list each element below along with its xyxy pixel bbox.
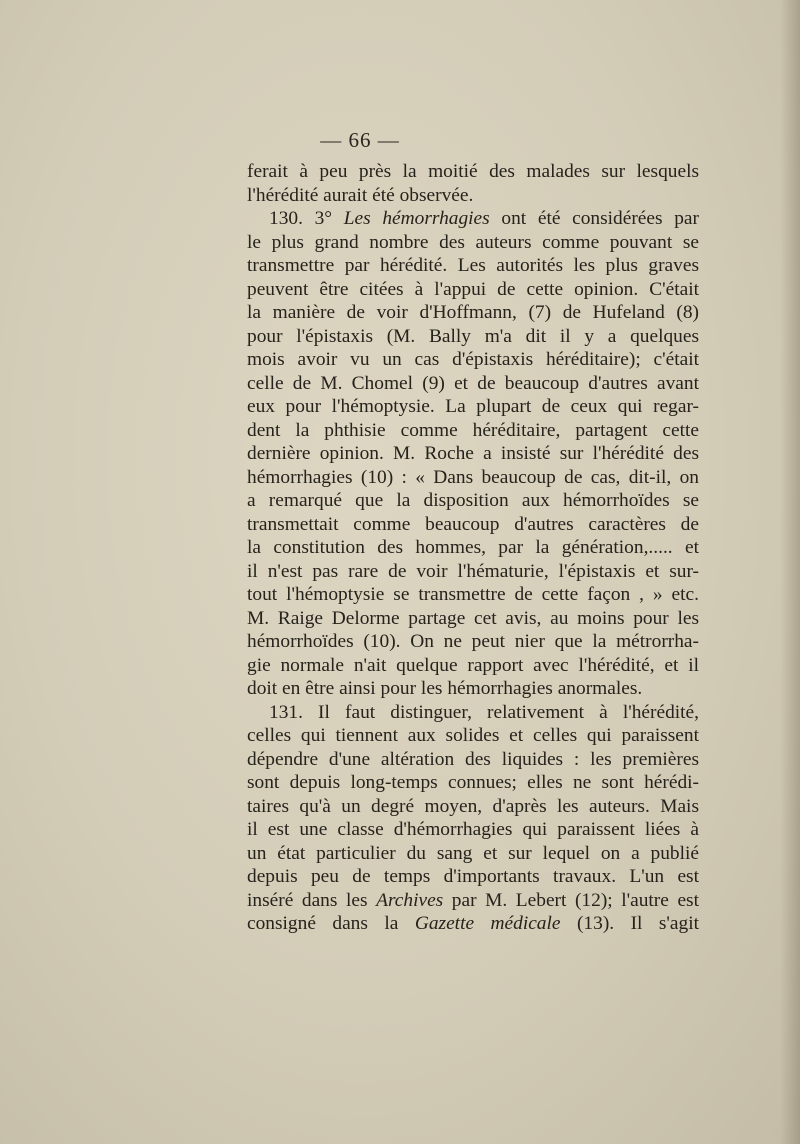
text-line bbox=[247, 889, 699, 913]
text-line: hémorrhagies (10) : « Dans beaucoup de cas, dit-il, on bbox=[247, 466, 699, 488]
text-line: tout l'hémoptysie se transmettre de cette façon , » etc. bbox=[247, 584, 699, 605]
text-segment: (13). Il s'agit bbox=[560, 913, 699, 934]
text-line: mois avoir vu un cas d'épistaxis héréditaire); c'était bbox=[247, 349, 699, 370]
page-number: — 66 — bbox=[320, 128, 400, 152]
text-line: la manière de voir d'Hoffmann, (7) de Hufeland (8) bbox=[247, 302, 699, 323]
text-line: M. Raige Delorme partage cet avis, au moins pour les bbox=[247, 607, 699, 629]
text-line: 131. Il faut distinguer, relativement à l'hérédité, bbox=[269, 701, 699, 723]
text-line: il n'est pas rare de voir l'hématurie, l'épistaxis et sur- bbox=[247, 560, 699, 582]
text-line: gie normale n'ait quelque rapport avec l'hérédité, et il bbox=[247, 654, 699, 676]
italic-title: Les hémorrhagies bbox=[343, 208, 490, 229]
text-line: ferait à peu près la moitié des malades sur lesquels bbox=[247, 161, 699, 182]
text-line: eux pour l'hémoptysie. La plupart de ceux qui regar- bbox=[247, 396, 699, 417]
text-line: le plus grand nombre des auteurs comme pouvant se bbox=[247, 231, 699, 253]
text-line: pour l'épistaxis (M. Bally m'a dit il y a quelques bbox=[247, 325, 699, 347]
text-line: doit en être ainsi pour les hémorrhagies anormales. bbox=[247, 678, 643, 699]
text-line: taires qu'à un degré moyen, d'après les auteurs. Mais bbox=[247, 795, 699, 817]
text-line: peuvent être citées à l'appui de cette opinion. C'était bbox=[247, 278, 699, 300]
italic-title: Archives bbox=[376, 889, 444, 911]
text-line bbox=[247, 207, 699, 231]
body-text bbox=[247, 160, 699, 936]
text-segment: 130. 3° bbox=[269, 208, 344, 229]
text-line: la constitution des hommes, par la génération,..... et bbox=[247, 537, 699, 558]
text-line: a remarqué que la disposition aux hémorrhoïdes se bbox=[247, 490, 699, 511]
text-line bbox=[247, 912, 699, 936]
text-line: dent la phthisie comme héréditaire, partagent cette bbox=[247, 419, 699, 441]
text-line: il est une classe d'hémorrhagies qui paraissent liées à bbox=[247, 819, 699, 840]
page-edge-shadow bbox=[780, 0, 800, 1144]
text-line: celles qui tiennent aux solides et celles qui paraissent bbox=[247, 725, 699, 746]
text-line: hémorrhoïdes (10). On ne peut nier que la métrorrha- bbox=[247, 631, 699, 652]
text-line: l'hérédité aurait été observée. bbox=[247, 184, 474, 206]
italic-title: Gazette médicale bbox=[414, 913, 561, 934]
text-segment: consigné dans la bbox=[247, 913, 415, 934]
text-line: depuis peu de temps d'importants travaux. L'un est bbox=[247, 866, 699, 887]
text-segment: ont été considérées par bbox=[489, 208, 699, 229]
text-line: dépendre d'une altération des liquides : les premières bbox=[247, 748, 699, 770]
text-segment: inséré dans les bbox=[247, 889, 377, 911]
text-line: transmettre par hérédité. Les autorités les plus graves bbox=[247, 255, 699, 276]
text-line: transmettait comme beaucoup d'autres caractères de bbox=[247, 513, 699, 535]
text-line: sont depuis long-temps connues; elles ne sont hérédi- bbox=[247, 772, 699, 793]
text-line: celle de M. Chomel (9) et de beaucoup d'autres avant bbox=[247, 372, 699, 394]
text-line: dernière opinion. M. Roche a insisté sur l'hérédité des bbox=[247, 443, 699, 464]
text-line: un état particulier du sang et sur lequel on a publié bbox=[247, 842, 699, 864]
text-segment: par M. Lebert (12); l'autre est bbox=[443, 889, 699, 911]
